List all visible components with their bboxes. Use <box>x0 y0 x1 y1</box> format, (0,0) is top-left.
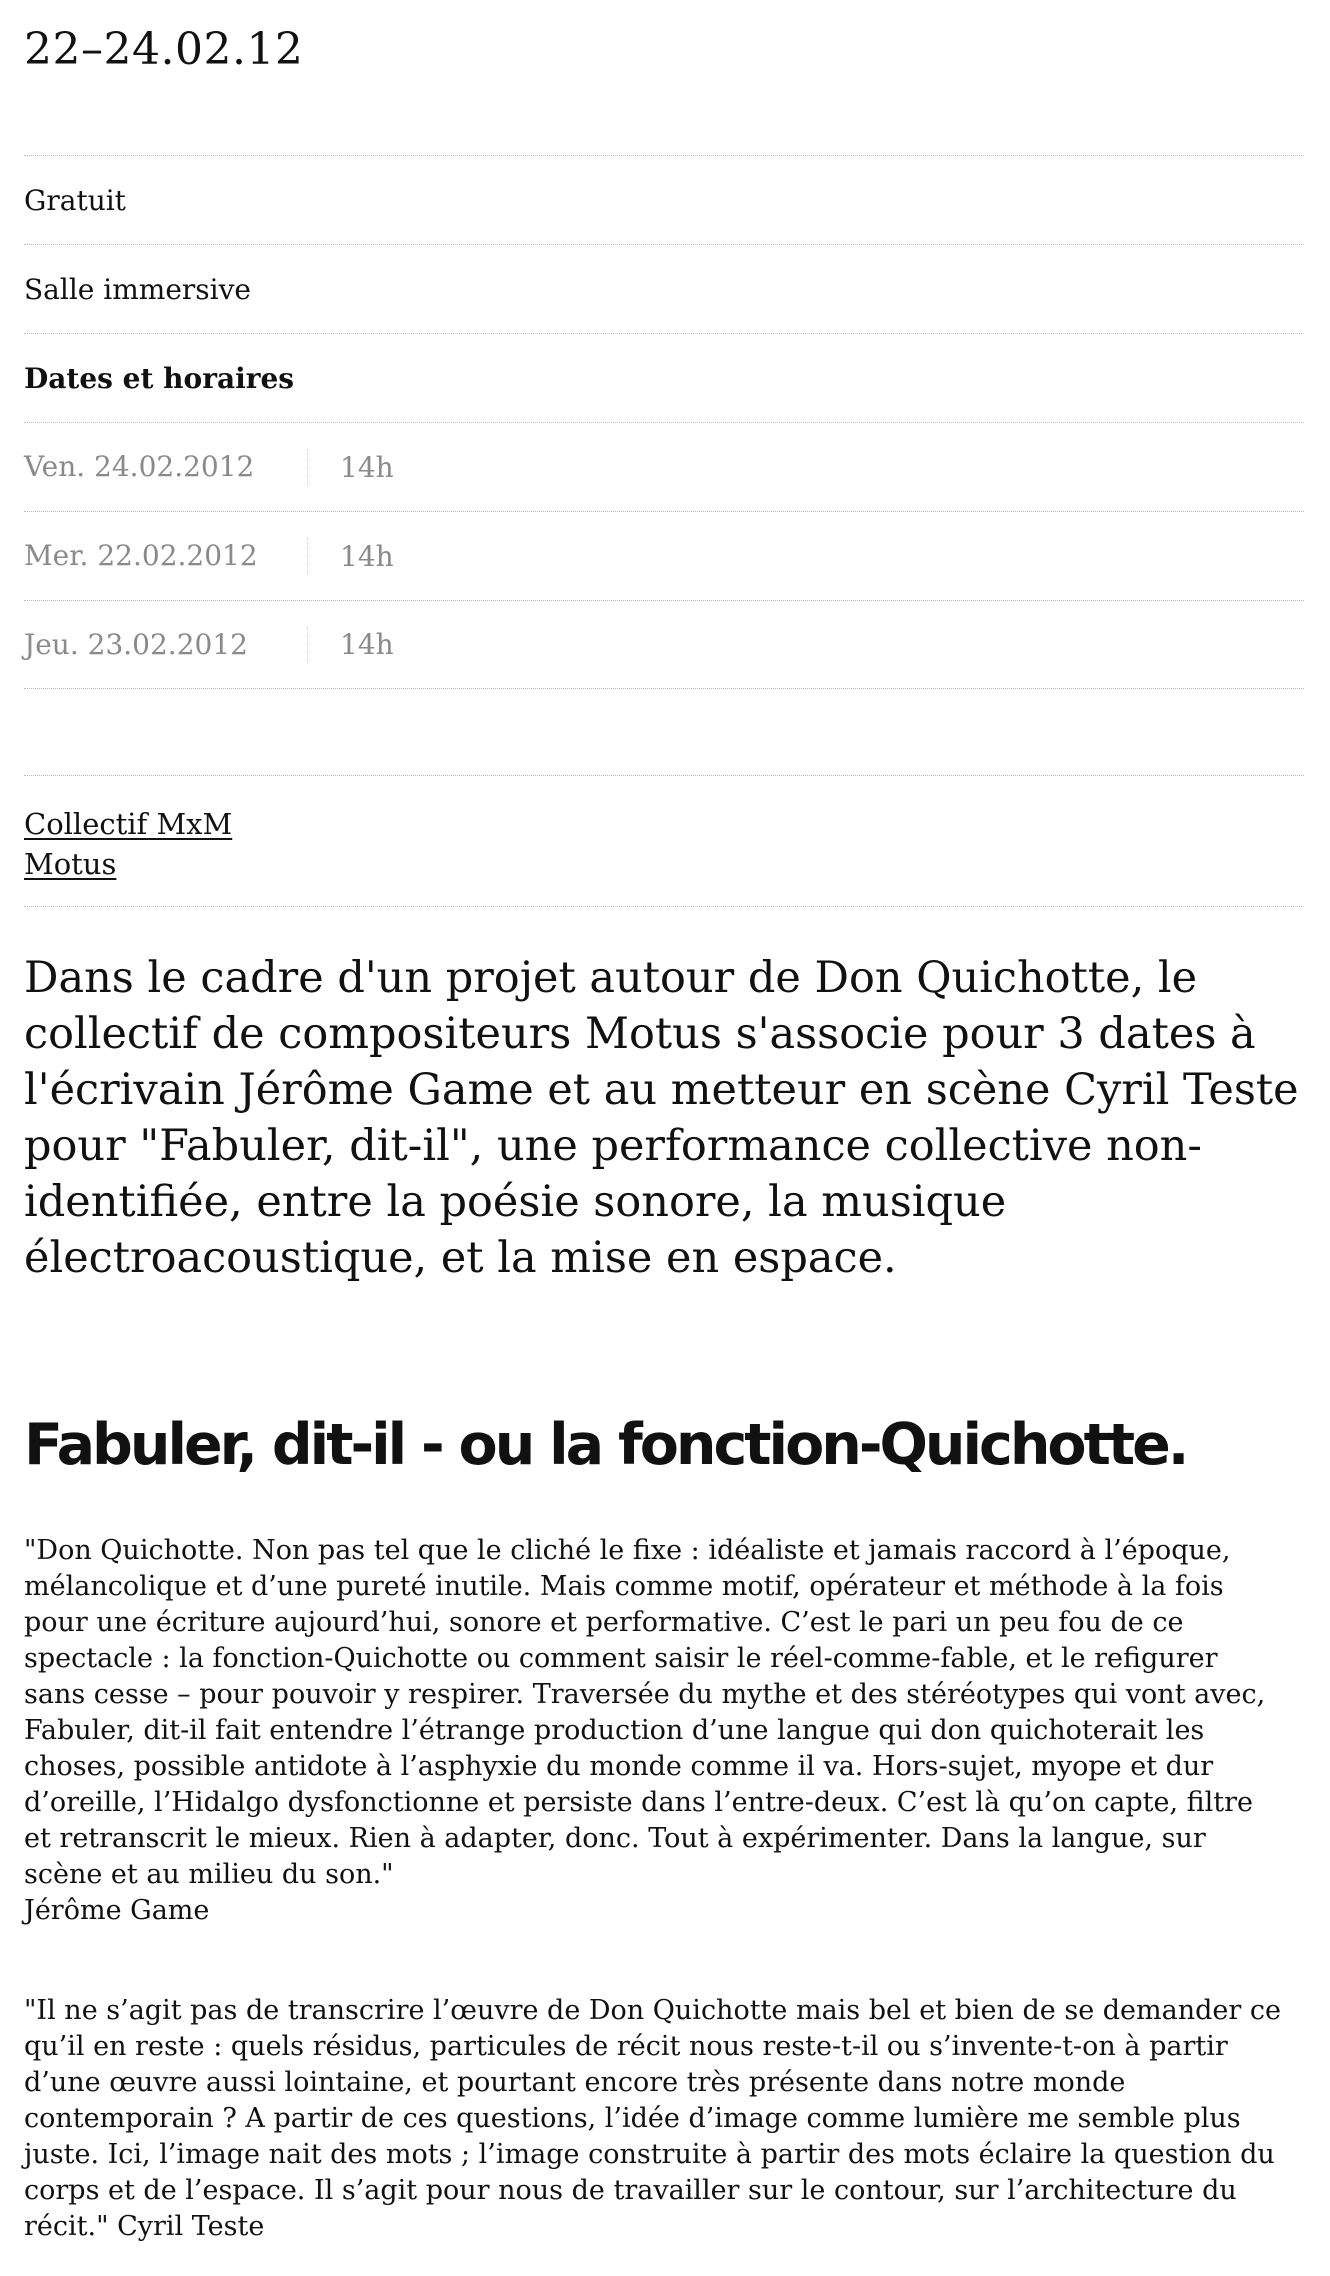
price-label: Gratuit <box>24 183 126 217</box>
quote-cyril-teste <box>24 1993 1309 2245</box>
schedule-heading-row <box>24 333 1304 422</box>
venue-label: Salle immersive <box>24 272 251 306</box>
intro-paragraph: Dans le cadre d'un projet autour de Don Quichotte, le collectif de compositeurs Motus s'associe pour 3 dates à l'écrivain Jérôme Game et au metteur en scène Cyril Teste pour "Fabuler, dit-il", une performance collective non-identifiée, entre la poésie sonore, la musique électroacoustique, et la mise en espace. <box>24 953 1299 1283</box>
schedule-time: 14h <box>340 628 394 661</box>
quote-line: scène et au milieu du son." <box>24 1859 394 1890</box>
quote-line: récit." Cyril Teste <box>24 2211 265 2242</box>
quote-line: mélancolique et d’une pureté inutile. Mais comme motif, opérateur et méthode à la fois <box>24 1571 1224 1602</box>
price-row <box>24 155 1304 244</box>
venue-row <box>24 244 1304 333</box>
schedule-time: 14h <box>340 539 394 573</box>
quote-line: "Don Quichotte. Non pas tel que le cliché le fixe : idéaliste et jamais raccord à l’époque, <box>24 1535 1231 1566</box>
quote-line: et retranscrit le mieux. Rien à adapter, donc. Tout à expérimenter. Dans la langue, sur <box>24 1823 1206 1854</box>
quote-line: sans cesse – pour pouvoir y respirer. Traversée du mythe et des stéréotypes qui vont avec, <box>24 1679 1266 1710</box>
artist-link-collectif-mxm[interactable]: Collectif MxM <box>24 807 233 841</box>
artist-link-motus[interactable]: Motus <box>24 847 117 881</box>
quote-line: d’une œuvre aussi lointaine, et pourtant encore très présente dans notre monde <box>24 2067 1126 2098</box>
schedule-row <box>24 511 1304 600</box>
artists-list <box>24 775 1304 907</box>
quote-line: d’oreille, l’Hidalgo dysfonctionne et persiste dans l’entre-deux. C’est là qu’on capte, filtre <box>24 1787 1254 1818</box>
schedule-row <box>24 600 1304 689</box>
quote-jerome-game <box>24 1533 1309 1929</box>
quote-line: juste. Ici, l’image nait des mots ; l’image construite à partir des mots éclaire la question du <box>24 2139 1275 2170</box>
quote-line: contemporain ? A partir de ces questions, l’idée d’image comme lumière me semble plus <box>24 2103 1241 2134</box>
quote-line: choses, possible antidote à l’asphyxie du monde comme il va. Hors-sujet, myope et dur <box>24 1751 1214 1782</box>
schedule-time: 14h <box>340 450 394 484</box>
quote-line: spectacle : la fonction-Quichotte ou comment saisir le réel-comme-fable, et le refigurer <box>24 1643 1218 1674</box>
quote-author: Jérôme Game <box>24 1895 210 1926</box>
quote-line: "Il ne s’agit pas de transcrire l’œuvre de Don Quichotte mais bel et bien de se demander ce <box>24 1995 1281 2026</box>
schedule-row <box>24 422 1304 511</box>
schedule-day: Ven. 24.02.2012 <box>24 449 308 485</box>
quote-line: corps et de l’espace. Il s’agit pour nous de travailler sur le contour, sur l’architecture du <box>24 2175 1237 2206</box>
event-date-range: 22–24.02.12 <box>24 24 304 75</box>
quote-line: Fabuler, dit-il fait entendre l’étrange production d’une langue qui don quichoterait les <box>24 1715 1205 1746</box>
event-info-list <box>24 155 1304 689</box>
section-title: Fabuler, dit-il - ou la fonction-Quichotte. <box>24 1412 1187 1478</box>
schedule-day: Mer. 22.02.2012 <box>24 538 308 574</box>
quote-line: qu’il en reste : quels résidus, particules de récit nous reste-t-il ou s’invente-t-on à partir <box>24 2031 1228 2062</box>
schedule-day: Jeu. 23.02.2012 <box>24 627 308 663</box>
quote-line: pour une écriture aujourd’hui, sonore et performative. C’est le pari un peu fou de ce <box>24 1607 1184 1638</box>
schedule-heading: Dates et horaires <box>24 361 295 395</box>
